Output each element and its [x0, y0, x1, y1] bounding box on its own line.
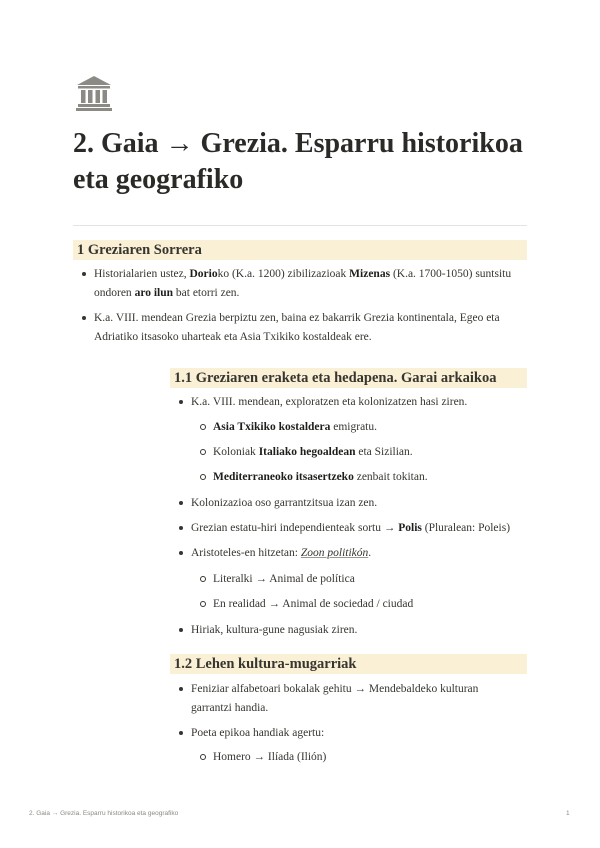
list-item: Grezian estatu-hiri independienteak sortu → Polis (Pluralean: Poleis): [191, 519, 531, 538]
aristoteles-sublist: [213, 570, 527, 614]
zoon-politikon-link[interactable]: Zoon politikón: [300, 547, 369, 559]
list-item: Homero → Ilíada (Ilión): [213, 748, 527, 767]
list-item: Historialarien ustez, Dorioko (K.a. 1200) zibilizazioak Mizenas (K.a. 1700-1050) suntsitu ondoren aro ilun bat etorri zen.: [94, 265, 527, 303]
footer-title: 2. Gaia → Grezia. Esparru historikoa eta geografiko: [29, 810, 179, 817]
section-1-1-sublist: [213, 418, 527, 487]
page-title: 2. Gaia → Grezia. Esparru historikoa eta geografiko: [73, 128, 523, 195]
list-item: Asia Txikiko kostaldera emigratu.: [213, 418, 527, 437]
section-1-1-list-cont: [191, 494, 531, 563]
list-item: Hiriak, kultura-gune nagusiak ziren.: [191, 621, 527, 640]
section-heading-lehen-kultura-mugarriak: 1.2 Lehen kultura-mugarriak: [170, 654, 527, 674]
list-item: Mediterraneoko itsasertzeko zenbait tokitan.: [213, 468, 527, 487]
section-heading-greziaren-sorrera: 1 Greziaren Sorrera: [73, 240, 527, 260]
list-item: En realidad → Animal de sociedad / ciudad: [213, 595, 527, 614]
list-item: Aristoteles-en hitzetan: Zoon politikón.: [191, 544, 531, 563]
footer-page-number: 1: [566, 810, 570, 817]
list-item: K.a. VIII. mendean, exploratzen eta kolonizatzen hasi ziren.: [191, 393, 527, 412]
list-item: K.a. VIII. mendean Grezia berpiztu zen, baina ez bakarrik Grezia kontinentala, Egeo eta Adriatiko itsasoko uharteak eta Asia Txikiko kostaldeak ere.: [94, 309, 527, 347]
list-item: Feniziar alfabetoari bokalak gehitu → Mendebaldeko kulturan garrantzi handia.: [191, 680, 511, 718]
bank-building-icon: [75, 75, 113, 111]
section-1-1-list: [191, 393, 527, 418]
section-1-2-sublist: [213, 748, 527, 767]
title-divider: [73, 225, 527, 226]
section-1-2-list: [191, 680, 511, 743]
list-item: Kolonizazioa oso garrantzitsua izan zen.: [191, 494, 531, 513]
section-1-1-list-end: [191, 621, 527, 640]
list-item: Literalki → Animal de política: [213, 570, 527, 589]
list-item: Koloniak Italiako hegoaldean eta Sizilian.: [213, 443, 527, 462]
section-heading-greziaren-eraketa: 1.1 Greziaren eraketa eta hedapena. Garai arkaikoa: [170, 368, 527, 388]
list-item: Poeta epikoa handiak agertu:: [191, 724, 511, 743]
section-1-list: [94, 265, 527, 347]
